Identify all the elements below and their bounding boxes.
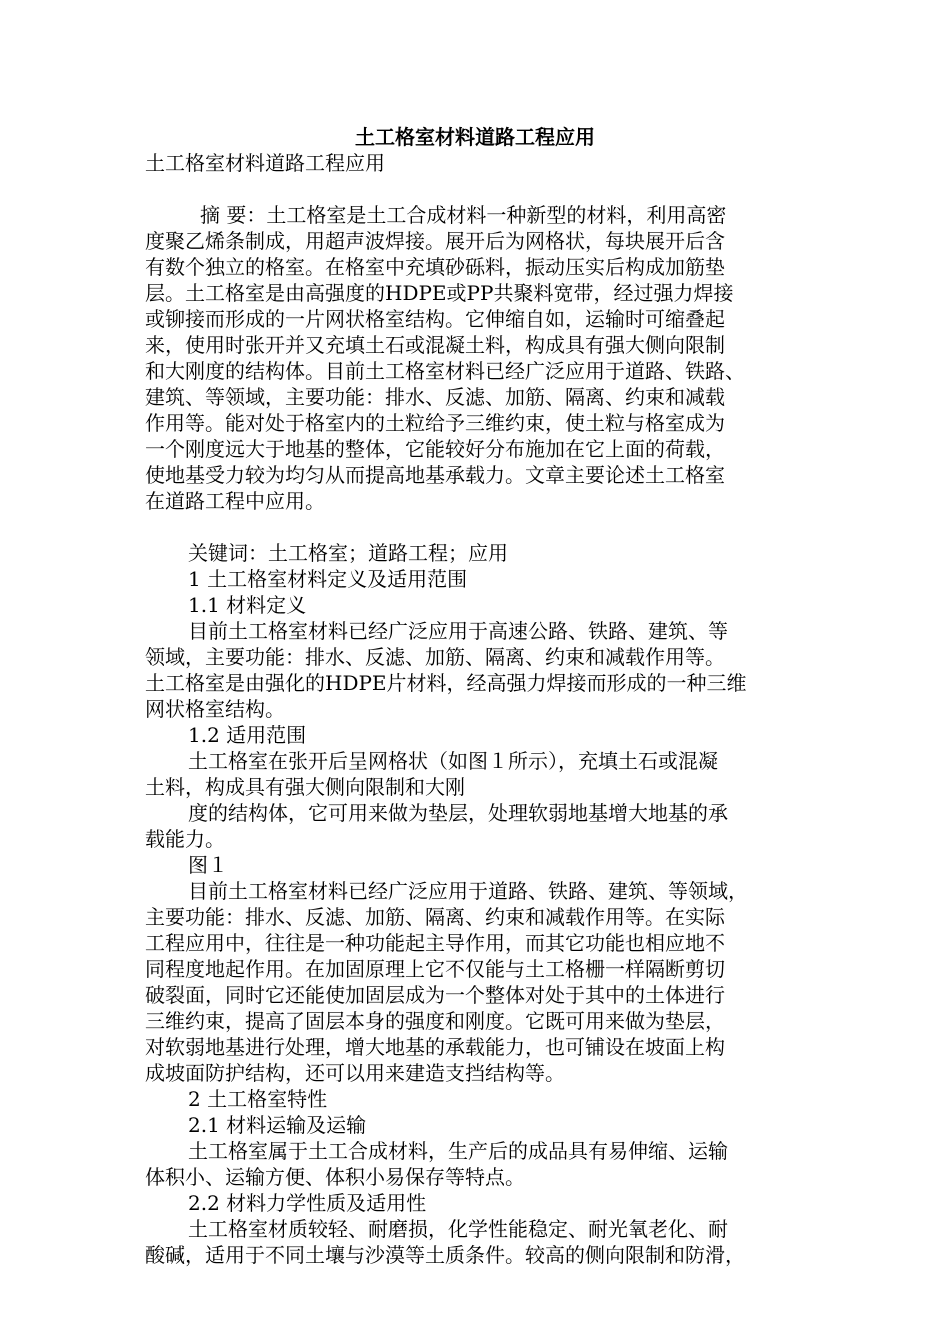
section-heading: 2 土工格室特性 xyxy=(188,1087,328,1111)
body-line: 度的结构体，它可用来做为垫层，处理软弱地基增大地基的承 xyxy=(188,801,728,825)
abstract-line: 摘 要：土工格室是土工合成材料一种新型的材料，利用高密 xyxy=(200,203,727,227)
subsection-heading: 2.1 材料运输及运输 xyxy=(188,1113,367,1137)
abstract-line: 或铆接而形成的一片网状格室结构。它伸缩自如，运输时可缩叠起 xyxy=(145,307,725,331)
abstract-line: 一个刚度远大于地基的整体，它能较好分布施加在它上面的荷载， xyxy=(145,437,725,461)
abstract-line: 度聚乙烯条制成，用超声波焊接。展开后为网格状，每块展开后含 xyxy=(145,229,725,253)
abstract-line: 层。土工格室是由高强度的HDPE或PP共聚料宽带，经过强力焊接 xyxy=(145,281,734,305)
abstract-line: 有数个独立的格室。在格室中充填砂砾料，振动压实后构成加筋垫 xyxy=(145,255,725,279)
body-line: 成坡面防护结构，还可以用来建造支挡结构等。 xyxy=(145,1061,565,1085)
body-line: 土工格室属于土工合成材料，生产后的成品具有易伸缩、运输 xyxy=(188,1139,728,1163)
body-line: 目前土工格室材料已经广泛应用于高速公路、铁路、建筑、等 xyxy=(188,619,728,643)
abstract-line: 建筑、等领域，主要功能：排水、反滤、加筋、隔离、约束和减载 xyxy=(145,385,725,409)
subtitle-line: 土工格室材料道路工程应用 xyxy=(145,151,385,175)
body-line: 体积小、运输方便、体积小易保存等特点。 xyxy=(145,1165,525,1189)
body-line: 主要功能：排水、反滤、加筋、隔离、约束和减载作用等。在实际 xyxy=(145,905,725,929)
body-line: 土工格室在张开后呈网格状（如图１所示），充填土石或混凝 xyxy=(188,749,718,773)
body-line: 对软弱地基进行处理，增大地基的承载能力，也可铺设在坡面上构 xyxy=(145,1035,725,1059)
subsection-heading: 2.2 材料力学性质及适用性 xyxy=(188,1191,427,1215)
abstract-line: 在道路工程中应用。 xyxy=(145,489,325,513)
body-line: 工程应用中，往往是一种功能起主导作用，而其它功能也相应地不 xyxy=(145,931,725,955)
subsection-heading: 1.1 材料定义 xyxy=(188,593,307,617)
body-line: 土工格室是由强化的HDPE片材料，经高强力焊接而形成的一种三维 xyxy=(145,671,747,695)
body-line: 酸碱，适用于不同土壤与沙漠等土质条件。较高的侧向限制和防滑， xyxy=(145,1243,745,1267)
body-line: 三维约束，提高了固层本身的强度和刚度。它既可用来做为垫层， xyxy=(145,1009,725,1033)
section-heading: 1 土工格室材料定义及适用范围 xyxy=(188,567,468,591)
abstract-line: 作用等。能对处于格室内的土粒给予三维约束，使土粒与格室成为 xyxy=(145,411,725,435)
subsection-heading: 1.2 适用范围 xyxy=(188,723,307,747)
body-line: 破裂面，同时它还能使加固层成为一个整体对处于其中的土体进行 xyxy=(145,983,725,1007)
body-line: 网状格室结构。 xyxy=(145,697,285,721)
abstract-line: 使地基受力较为均匀从而提高地基承载力。文章主要论述土工格室 xyxy=(145,463,725,487)
body-line: 载能力。 xyxy=(145,827,225,851)
body-line: 领域，主要功能：排水、反滤、加筋、隔离、约束和减载作用等。 xyxy=(145,645,725,669)
document-title: 土工格室材料道路工程应用 xyxy=(355,125,595,149)
abstract-line: 来，使用时张开并又充填土石或混凝土料，构成具有强大侧向限制 xyxy=(145,333,725,357)
body-line: 同程度地起作用。在加固原理上它不仅能与土工格栅一样隔断剪切 xyxy=(145,957,725,981)
abstract-line: 和大刚度的结构体。目前土工格室材料已经广泛应用于道路、铁路、 xyxy=(145,359,745,383)
body-line: 土料，构成具有强大侧向限制和大刚 xyxy=(145,775,465,799)
body-line: 土工格室材质较轻、耐磨损，化学性能稳定、耐光氧老化、耐 xyxy=(188,1217,728,1241)
keywords-line: 关键词：土工格室；道路工程；应用 xyxy=(188,541,508,565)
body-line: 目前土工格室材料已经广泛应用于道路、铁路、建筑、等领域， xyxy=(188,879,748,903)
figure-caption: 图１ xyxy=(188,853,228,877)
